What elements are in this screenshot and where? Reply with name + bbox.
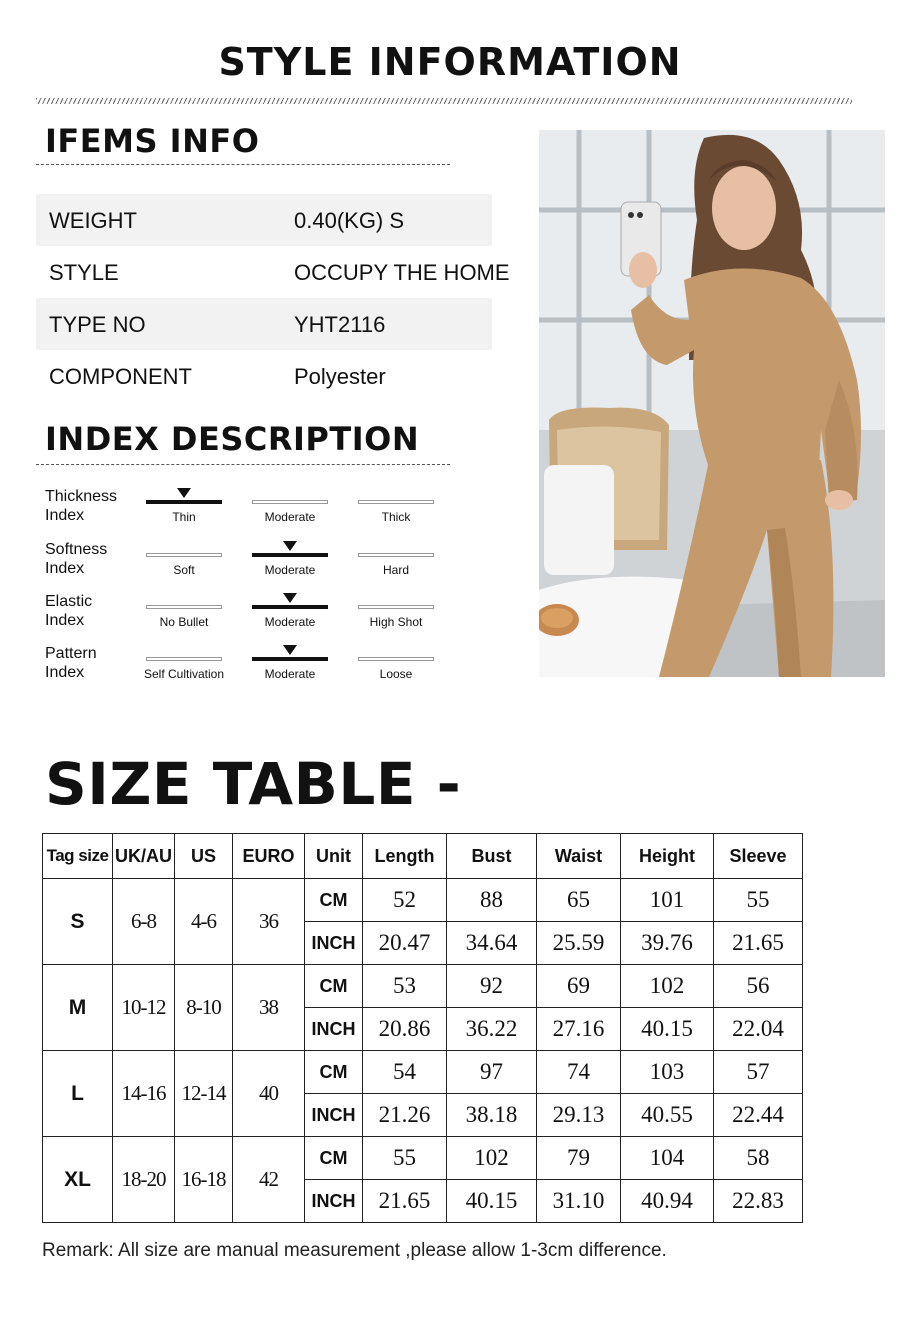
info-value: Polyester [294, 364, 386, 389]
euro-cell: 36 [233, 879, 305, 965]
euro-cell: 38 [233, 965, 305, 1051]
sleeve-cell: 56 [714, 965, 803, 1008]
option-label: Self Cultivation [143, 667, 225, 681]
index-option [146, 540, 222, 580]
unit-cell: INCH [305, 922, 363, 965]
index-bar [358, 657, 434, 661]
page-title: STYLE INFORMATION [218, 40, 682, 84]
bust-cell: 88 [447, 879, 537, 922]
table-row [43, 879, 803, 922]
length-cell: 20.86 [363, 1008, 447, 1051]
option-label: Thin [172, 510, 196, 524]
height-cell: 39.76 [621, 922, 714, 965]
length-cell: 52 [363, 879, 447, 922]
model-illustration [539, 130, 885, 677]
info-row-style [36, 246, 510, 298]
length-cell: 53 [363, 965, 447, 1008]
column-header: Sleeve [714, 834, 803, 879]
selected-marker-icon [283, 593, 297, 603]
column-header: EURO [233, 834, 305, 879]
index-bar [252, 500, 328, 504]
index-description-divider [36, 464, 450, 465]
tag-size-cell: M [43, 965, 113, 1051]
uk-au-cell: 6-8 [113, 879, 175, 965]
us-cell: 8-10 [175, 965, 233, 1051]
bust-cell: 97 [447, 1051, 537, 1094]
index-bar [358, 500, 434, 504]
column-header: US [175, 834, 233, 879]
table-row [43, 1137, 803, 1180]
unit-cell: CM [305, 1137, 363, 1180]
column-header: Height [621, 834, 714, 879]
index-option [358, 487, 434, 527]
waist-cell: 69 [537, 965, 621, 1008]
length-cell: 21.26 [363, 1094, 447, 1137]
selected-marker-icon [177, 488, 191, 498]
index-option [143, 644, 225, 684]
index-label: Softness Index [45, 541, 108, 577]
sleeve-cell: 57 [714, 1051, 803, 1094]
index-description-heading: INDEX DESCRIPTION [45, 420, 420, 458]
height-cell: 104 [621, 1137, 714, 1180]
option-label: Loose [379, 667, 413, 681]
sleeve-cell: 58 [714, 1137, 803, 1180]
index-bar [358, 605, 434, 609]
index-bar [146, 657, 222, 661]
tag-size-cell: S [43, 879, 113, 965]
index-option [252, 644, 328, 684]
waist-cell: 31.10 [537, 1180, 621, 1223]
bust-cell: 38.18 [447, 1094, 537, 1137]
tag-size-cell: XL [43, 1137, 113, 1223]
unit-cell: CM [305, 879, 363, 922]
remark-note: Remark: All size are manual measurement ,please allow 1-3cm difference. [42, 1240, 667, 1261]
option-label: Moderate [264, 510, 316, 524]
option-label: High Shot [369, 615, 423, 629]
index-bar [358, 553, 434, 557]
height-cell: 40.55 [621, 1094, 714, 1137]
size-table-heading: SIZE TABLE - [45, 750, 462, 818]
height-cell: 40.94 [621, 1180, 714, 1223]
bust-cell: 34.64 [447, 922, 537, 965]
info-key: STYLE [49, 260, 119, 285]
column-header: Waist [537, 834, 621, 879]
info-key: WEIGHT [49, 208, 137, 233]
unit-cell: INCH [305, 1008, 363, 1051]
option-label: Hard [382, 563, 409, 577]
option-label: No Bullet [159, 615, 209, 629]
index-option [252, 540, 328, 580]
index-option [358, 644, 434, 684]
waist-cell: 65 [537, 879, 621, 922]
unit-cell: CM [305, 1051, 363, 1094]
sleeve-cell: 22.04 [714, 1008, 803, 1051]
size-table-header-row [43, 834, 803, 879]
waist-cell: 29.13 [537, 1094, 621, 1137]
unit-cell: INCH [305, 1180, 363, 1223]
items-info-heading: IFEMS INFO [45, 122, 260, 160]
length-cell: 55 [363, 1137, 447, 1180]
index-option [358, 540, 434, 580]
index-option [146, 592, 222, 632]
tag-size-cell: L [43, 1051, 113, 1137]
index-option [252, 592, 328, 632]
info-value: 0.40(KG) S [294, 208, 405, 233]
index-row-thickness [45, 487, 445, 533]
length-cell: 21.65 [363, 1180, 447, 1223]
sleeve-cell: 22.83 [714, 1180, 803, 1223]
index-label: Elastic Index [45, 593, 93, 629]
index-option [358, 592, 434, 632]
waist-cell: 25.59 [537, 922, 621, 965]
bust-cell: 102 [447, 1137, 537, 1180]
index-label: Pattern Index [45, 645, 97, 681]
column-header: Length [363, 834, 447, 879]
info-value: OCCUPY THE HOME [294, 260, 510, 285]
euro-cell: 40 [233, 1051, 305, 1137]
sleeve-cell: 22.44 [714, 1094, 803, 1137]
bust-cell: 92 [447, 965, 537, 1008]
selected-marker-icon [283, 541, 297, 551]
index-option [146, 487, 222, 527]
option-label: Moderate [264, 667, 316, 681]
index-bar [146, 605, 222, 609]
height-cell: 101 [621, 879, 714, 922]
index-row-pattern [45, 644, 445, 690]
us-cell: 16-18 [175, 1137, 233, 1223]
index-row-elastic [45, 592, 445, 638]
column-header: Unit [305, 834, 363, 879]
bust-cell: 36.22 [447, 1008, 537, 1051]
info-row-component [36, 350, 492, 402]
height-cell: 102 [621, 965, 714, 1008]
uk-au-cell: 14-16 [113, 1051, 175, 1137]
index-bar [146, 500, 222, 504]
waist-cell: 74 [537, 1051, 621, 1094]
length-cell: 20.47 [363, 922, 447, 965]
index-row-softness [45, 540, 445, 586]
bust-cell: 40.15 [447, 1180, 537, 1223]
height-cell: 40.15 [621, 1008, 714, 1051]
info-key: COMPONENT [49, 364, 192, 389]
option-label: Soft [173, 563, 195, 577]
info-value: YHT2116 [294, 312, 386, 337]
index-bar [252, 605, 328, 609]
index-bar [252, 657, 328, 661]
index-label: Thickness Index [45, 488, 118, 524]
option-label: Thick [381, 510, 411, 524]
items-info-divider [36, 164, 450, 165]
sleeve-cell: 55 [714, 879, 803, 922]
uk-au-cell: 10-12 [113, 965, 175, 1051]
column-header: Bust [447, 834, 537, 879]
info-row-weight [36, 194, 492, 246]
table-row [43, 1051, 803, 1094]
info-key: TYPE NO [49, 312, 146, 337]
waist-cell: 27.16 [537, 1008, 621, 1051]
table-row [43, 965, 803, 1008]
index-option [252, 487, 328, 527]
us-cell: 12-14 [175, 1051, 233, 1137]
unit-cell: CM [305, 965, 363, 1008]
index-bar [252, 553, 328, 557]
items-info-table [36, 194, 510, 402]
sleeve-cell: 21.65 [714, 922, 803, 965]
unit-cell: INCH [305, 1094, 363, 1137]
uk-au-cell: 18-20 [113, 1137, 175, 1223]
selected-marker-icon [283, 645, 297, 655]
title-divider [36, 98, 852, 104]
us-cell: 4-6 [175, 879, 233, 965]
column-header: UK/AU [113, 834, 175, 879]
option-label: Moderate [264, 615, 316, 629]
waist-cell: 79 [537, 1137, 621, 1180]
info-row-type-no [36, 298, 492, 350]
index-bar [146, 553, 222, 557]
length-cell: 54 [363, 1051, 447, 1094]
height-cell: 103 [621, 1051, 714, 1094]
option-label: Moderate [264, 563, 316, 577]
product-photo [539, 130, 885, 677]
euro-cell: 42 [233, 1137, 305, 1223]
size-table [42, 833, 803, 1223]
column-header: Tag size [43, 834, 113, 879]
